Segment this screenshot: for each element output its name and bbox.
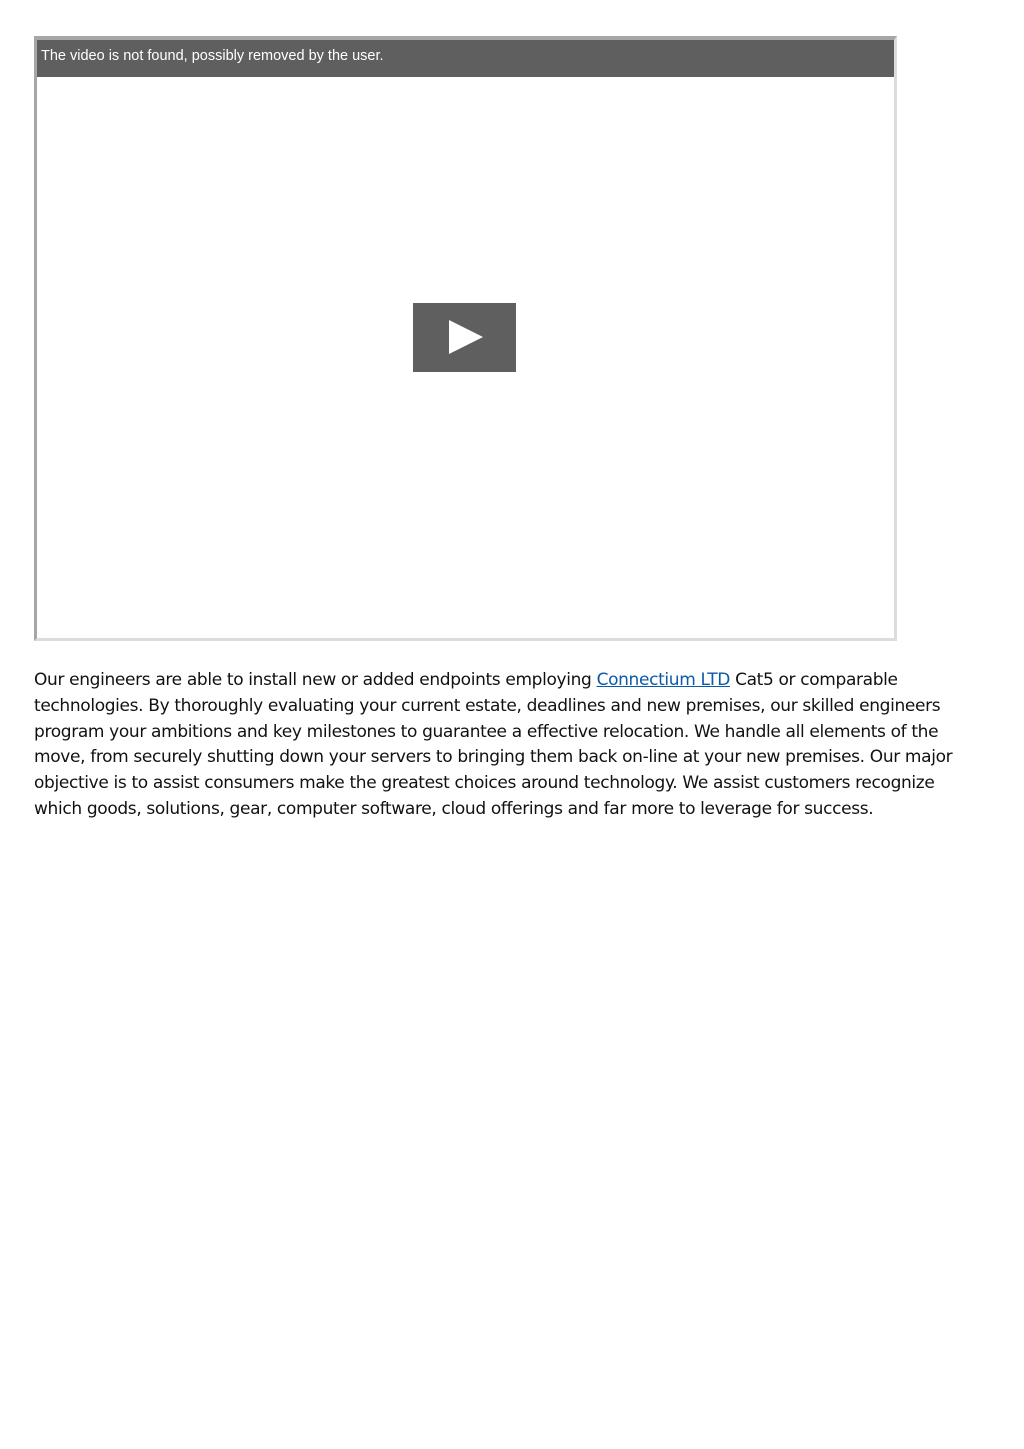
video-error-message: The video is not found, possibly removed by the user.: [41, 48, 384, 64]
paragraph-text-start: Our engineers are able to install new or added endpoints employing: [34, 670, 597, 690]
play-button[interactable]: [413, 303, 516, 372]
article-paragraph: [34, 668, 984, 823]
paragraph-text-end: Cat5 or comparable technologies. By thoroughly evaluating your current estate, deadlines and new premises, our skilled engineers program your ambitions and key milestones to guarantee a effective relocation. We handle all elements of the move, from securely shutting down your servers to bringing them back on-line at your new premises. Our major objective is to assist consumers make the greatest choices around technology. We assist customers recognize which goods, solutions, gear, computer software, cloud offerings and far more to leverage for success.: [34, 670, 953, 819]
play-icon: [449, 320, 483, 354]
video-error-bar: [37, 40, 894, 77]
video-player[interactable]: [34, 36, 897, 641]
connectium-link[interactable]: Connectium LTD: [596, 670, 731, 690]
